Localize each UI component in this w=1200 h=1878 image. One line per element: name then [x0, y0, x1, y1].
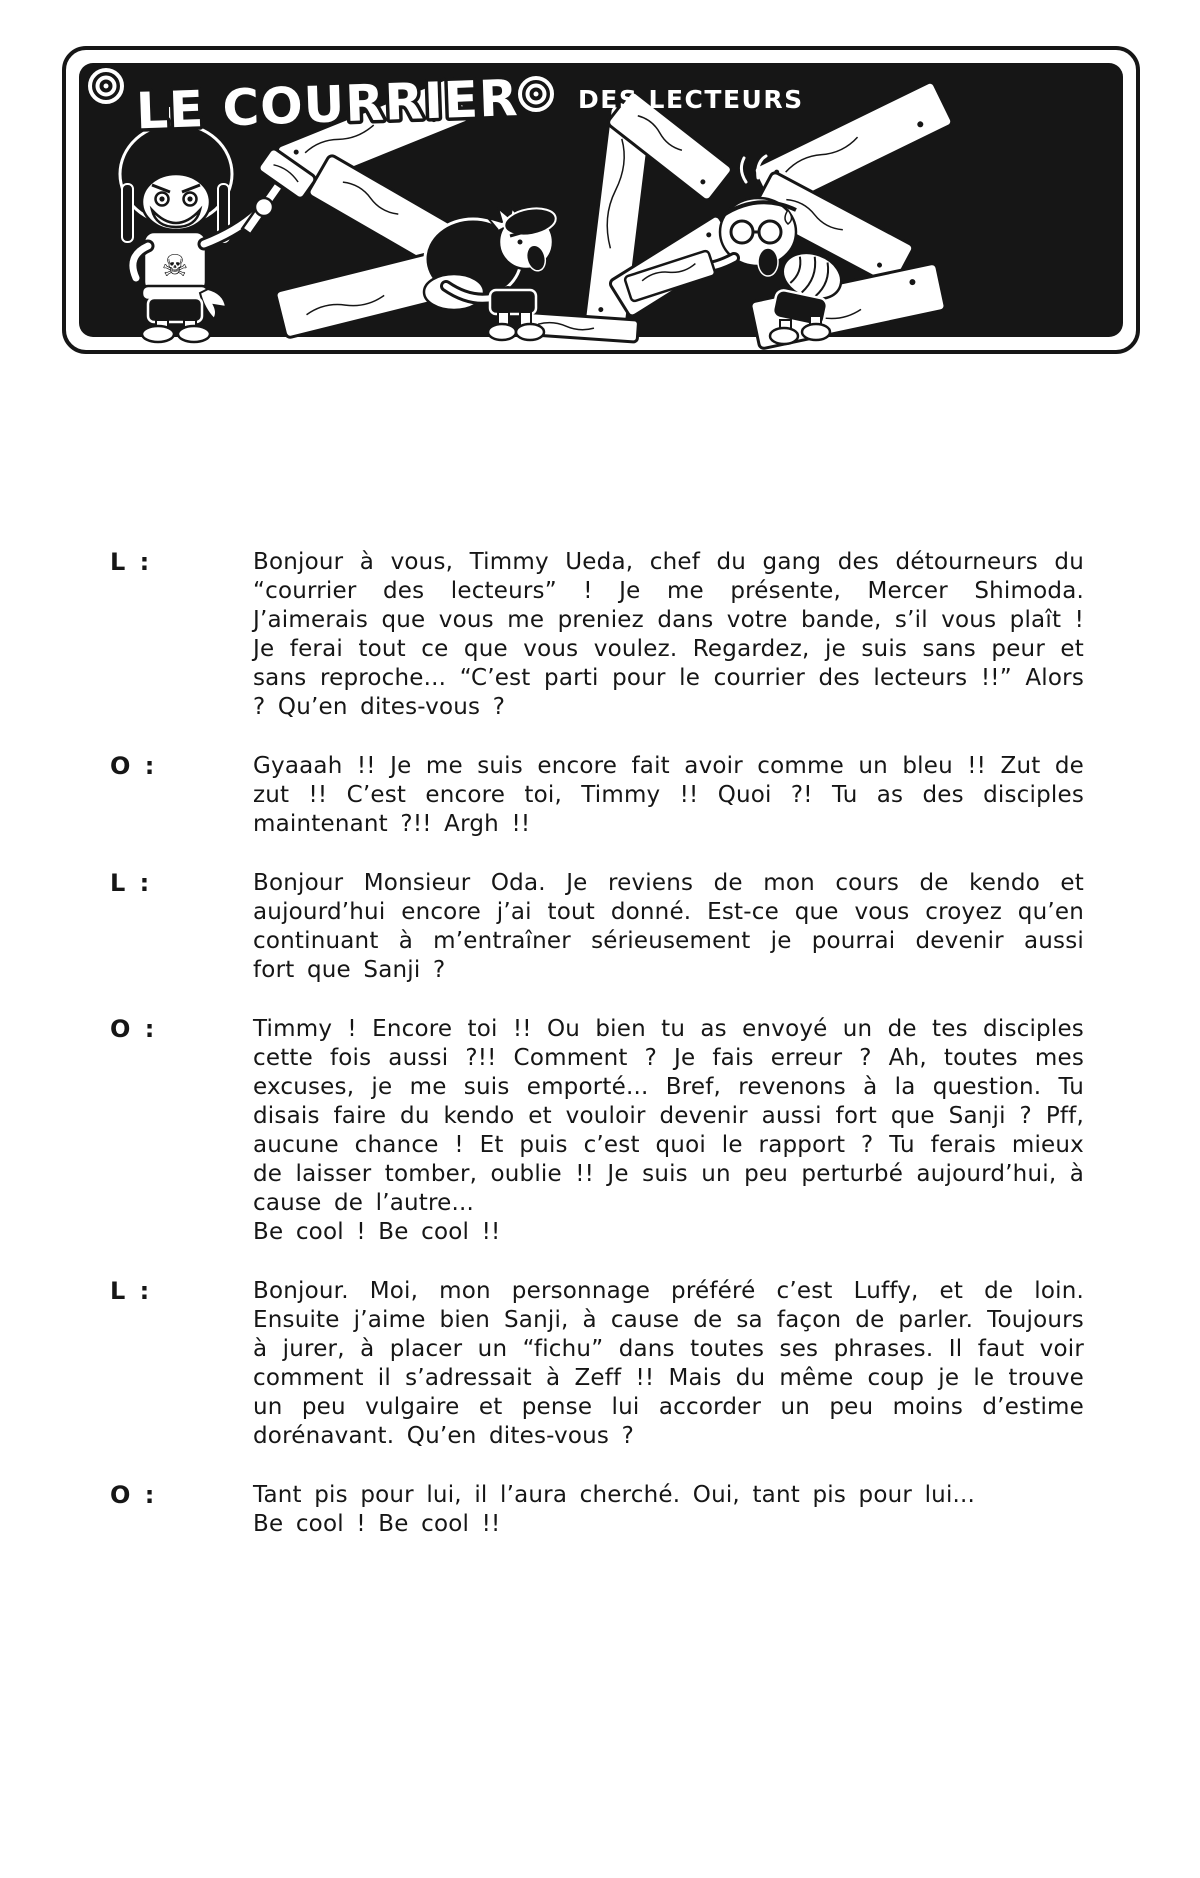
- oda-label: O :: [110, 1481, 158, 1509]
- reader-text: [253, 869, 1084, 985]
- banner-title: LE COURRIER: [135, 69, 520, 141]
- qa-entry: [110, 869, 1084, 985]
- qa-entry: [110, 1481, 1084, 1539]
- reader-text: [253, 1277, 1084, 1451]
- paragraph: Be cool ! Be cool !!: [253, 1511, 501, 1537]
- qa-entry: [110, 548, 1084, 722]
- paragraph: Bonjour à vous, Timmy Ueda, chef du gang des détourneurs du “courrier des lecteurs” ! Je me présente, Mercer Shimoda. J’aimerais que vous me preniez dans votre bande, s’il vous plaît ! Je ferai tout ce que vous voulez. Regardez, je suis sans peur et sans reproche... “C’est parti pour le courrier des lecteurs !!” Alors ? Qu’en dites-vous ?: [253, 549, 1084, 720]
- header-illustration: [58, 34, 1144, 366]
- reader-label: L :: [110, 1277, 153, 1305]
- banner-subtitle: DES LECTEURS: [578, 85, 804, 114]
- reader-text: [253, 548, 1084, 722]
- paragraph: Bonjour. Moi, mon personnage préféré c’est Luffy, et de loin. Ensuite j’aime bien Sanji, à cause de sa façon de parler. Toujours à jurer, à placer un “fichu” dans toutes ses phrases. Il faut voir comment il s’adressait à Zeff !! Mais du même coup je le trouve un peu vulgaire et pense lui accorder un peu moins d’estime dorénavant. Qu’en dites-vous ?: [253, 1278, 1084, 1449]
- oda-label: O :: [110, 752, 158, 780]
- skull-icon: ☠: [161, 249, 189, 284]
- qa-entry: [110, 1277, 1084, 1451]
- paragraph: Timmy ! Encore toi !! Ou bien tu as envoyé un de tes disciples cette fois aussi ?!! Comment ? Je fais erreur ? Ah, toutes mes excuses, je me suis emporté... Bref, revenons à la question. Tu disais faire du kendo et vouloir devenir aussi fort que Sanji ? Pff, aucune chance ! Et puis c’est quoi le rapport ? Tu ferais mieux de laisser tomber, oublie !! Je suis un peu perturbé aujourd’hui, à cause de l’autre...: [253, 1016, 1084, 1216]
- paragraph: Be cool ! Be cool !!: [253, 1219, 501, 1245]
- reader-label: L :: [110, 869, 153, 897]
- oda-text: [253, 1481, 1084, 1539]
- qa-section: [110, 548, 1084, 1569]
- qa-entry: [110, 752, 1084, 839]
- oda-text: [253, 1015, 1084, 1247]
- reader-label: L :: [110, 548, 153, 576]
- oda-label: O :: [110, 1015, 158, 1043]
- paragraph: Tant pis pour lui, il l’aura cherché. Oui, tant pis pour lui...: [253, 1482, 976, 1508]
- paragraph: Gyaaah !! Je me suis encore fait avoir comme un bleu !! Zut de zut !! C’est encore toi, Timmy !! Quoi ?! Tu as des disciples maintenant ?!! Argh !!: [253, 753, 1084, 837]
- oda-text: [253, 752, 1084, 839]
- paragraph: Bonjour Monsieur Oda. Je reviens de mon cours de kendo et aujourd’hui encore j’ai tout donné. Est-ce que vous croyez qu’en continuant à m’entraîner sérieusement je pourrai devenir aussi fort que Sanji ?: [253, 870, 1084, 983]
- header-banner: [58, 34, 1144, 366]
- qa-entry: [110, 1015, 1084, 1247]
